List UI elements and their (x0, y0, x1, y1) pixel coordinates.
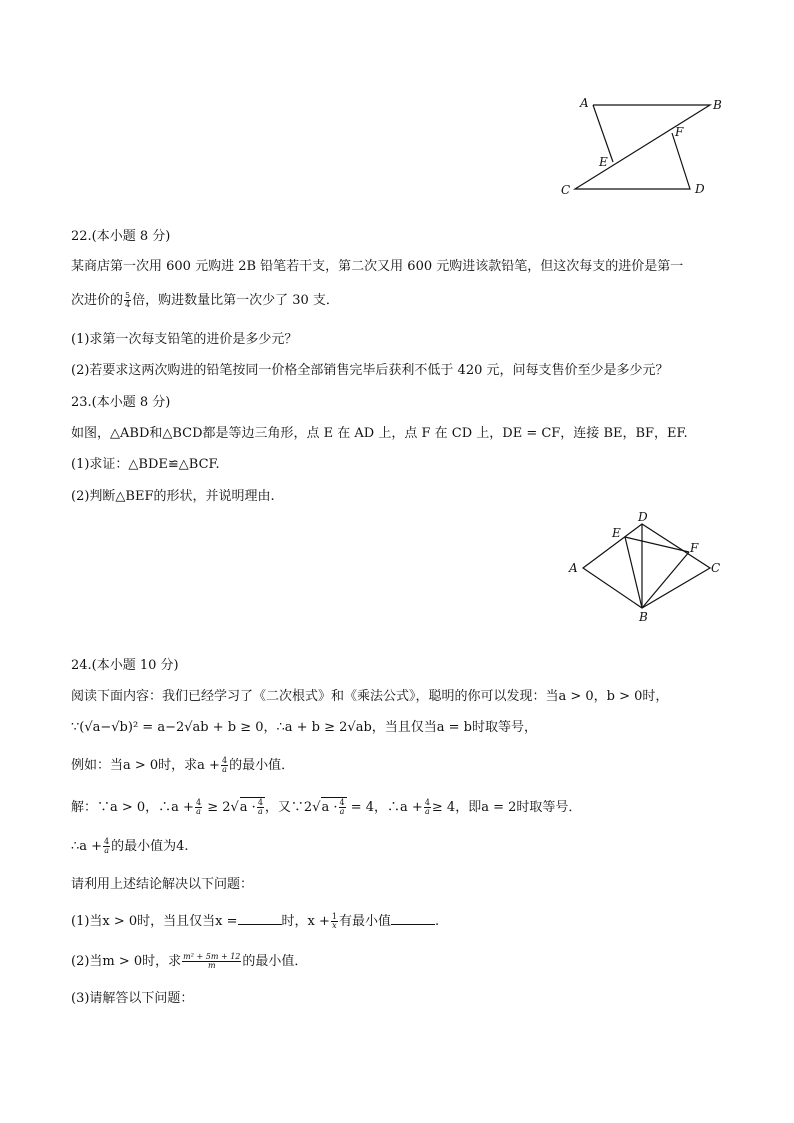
fraction (195, 799, 202, 816)
figure-2-be (625, 537, 642, 608)
q24-line4: 解：∵a > 0，∴a + $\frac{4}{a}$ ≥ 2√a · $\frac{4}{a}$ ，又∵2√a · $\frac{4}{a}$ = 4，∴a + $\frac{4}{a}$ ≥ 4，即a = 2时取等号． (71, 798, 582, 816)
fraction-num: 4 (195, 798, 202, 807)
q24-line4-e: = 4，∴a + (350, 800, 423, 815)
q24-part1 (71, 912, 439, 930)
label-A: A (569, 561, 578, 575)
q24-part2-b: 的最小值． (242, 954, 308, 969)
label-F: F (690, 541, 699, 555)
q24-line2: ∵(√a−√b)² = a−2√ab + b ≥ 0，∴a + b ≥ 2√ab，当且仅当a = b时取等号， (71, 720, 538, 735)
q22-line2-post: 倍，购进数量比第一次少了 30 支． (132, 293, 339, 308)
q22-part2: (2)若要求这两次购进的铅笔按同一价格全部销售完毕后获利不低于 420 元，问每支售价至少是多少元？ (71, 363, 669, 378)
sqrt (321, 797, 346, 816)
q24-line4-d: ，又∵2 (264, 800, 313, 815)
sqrt (240, 797, 265, 816)
q24-line5-post: 的最小值为4. (111, 839, 189, 854)
fraction-num: 5 (125, 291, 131, 300)
q24-part2 (71, 953, 307, 970)
q24-line3-post: 的最小值． (229, 758, 295, 773)
figure-2-ef (625, 537, 689, 552)
fraction-num: m² + 5m + 12 (183, 952, 241, 961)
q24-line4-c2: a · (321, 800, 338, 815)
q24-line4-b: ≥ 2 (207, 800, 231, 815)
q22-line1: 某商店第一次用 600 元购进 2B 铅笔若干支，第二次又用 600 元购进该款铅笔，但这次每支的进价是第一 (71, 259, 684, 274)
q24-part1-c: 有最小值 (338, 914, 391, 929)
label-B: B (713, 98, 722, 112)
fraction-num: 4 (104, 837, 110, 846)
label-E: E (612, 526, 621, 540)
q24-line3-pre: 例如：当a > 0时，求a + (71, 758, 220, 773)
figure-1-lines (575, 105, 710, 189)
fraction (103, 838, 110, 855)
fraction-den: a (222, 765, 227, 774)
label-E: E (599, 155, 608, 169)
figure-1 (555, 92, 735, 202)
label-D: D (695, 182, 705, 196)
q23-part1: (1)求证：△BDE≌△BCF. (71, 457, 220, 472)
label-A: A (580, 96, 589, 110)
q22-part1: (1)求第一次每支铅笔的进价是多少元？ (71, 332, 298, 347)
q23-part2: (2)判断△BEF的形状，并说明理由. (71, 489, 275, 504)
q24-line4-c: a · (239, 800, 256, 815)
q24-line3 (71, 757, 294, 774)
q24-part2-a: (2)当m > 0时，求 (71, 954, 182, 969)
fraction-den: a (196, 807, 201, 816)
fraction-den: x (332, 921, 337, 930)
label-C: C (561, 183, 571, 197)
answer-blank[interactable] (391, 912, 435, 925)
fraction-den: a (339, 807, 345, 816)
q24-line4-f: ≥ 4，即a = 2时取等号． (431, 800, 582, 815)
fraction-den: a (104, 846, 109, 855)
fraction-den: a (424, 807, 430, 816)
fraction-den: m (207, 961, 216, 970)
q24-line6: 请利用上述结论解决以下问题： (71, 877, 254, 892)
q23-header: 23.(本小题 8 分) (71, 395, 171, 410)
q24-header: 24.(本小题 10 分) (71, 658, 179, 673)
q22-line2 (71, 292, 339, 309)
label-B: B (639, 610, 648, 624)
answer-blank[interactable] (238, 912, 282, 925)
q24-part1-b: 时，x + (281, 914, 330, 929)
q24-line5 (71, 838, 189, 855)
figure-2-rhombus (583, 524, 710, 608)
q24-part1-a: (1)当x > 0时，当且仅当x = (71, 914, 238, 929)
fraction (182, 953, 241, 970)
q24-line1: 阅读下面内容：我们已经学习了《二次根式》和《乘法公式》，聪明的你可以发现：当a > 0，b > 0时， (71, 689, 669, 704)
fraction (257, 799, 264, 816)
label-D: D (638, 510, 648, 524)
q24-line4-a: 解：∵a > 0，∴a + (71, 800, 194, 815)
fraction-den: 4 (125, 300, 131, 309)
label-F: F (675, 125, 684, 139)
fraction-num: 4 (257, 798, 263, 807)
fraction (331, 913, 338, 930)
label-C: C (711, 561, 721, 575)
q24-part3: (3)请解答以下问题： (71, 991, 194, 1006)
figure-1-ae (593, 105, 613, 162)
fraction-den: a (257, 807, 263, 816)
q24-line5-pre: ∴a + (71, 839, 103, 854)
fraction (124, 292, 131, 309)
q23-line1: 如图，△ABD和△BCD都是等边三角形，点 E 在 AD 上，点 F 在 CD 上，DE = CF，连接 BE，BF，EF. (71, 426, 688, 441)
figure-2-bf (642, 552, 689, 608)
fraction-num: 4 (339, 798, 345, 807)
fraction-num: 4 (221, 756, 228, 765)
q24-part1-d: . (435, 914, 440, 929)
fraction (424, 799, 431, 816)
q22-header: 22.(本小题 8 分) (71, 229, 171, 244)
q22-line2-pre: 次进价的 (71, 293, 124, 308)
fraction-num: 4 (424, 798, 430, 807)
fraction (339, 799, 346, 816)
fraction-num: 1 (331, 912, 337, 921)
figure-2 (560, 508, 730, 628)
fraction (221, 757, 228, 774)
